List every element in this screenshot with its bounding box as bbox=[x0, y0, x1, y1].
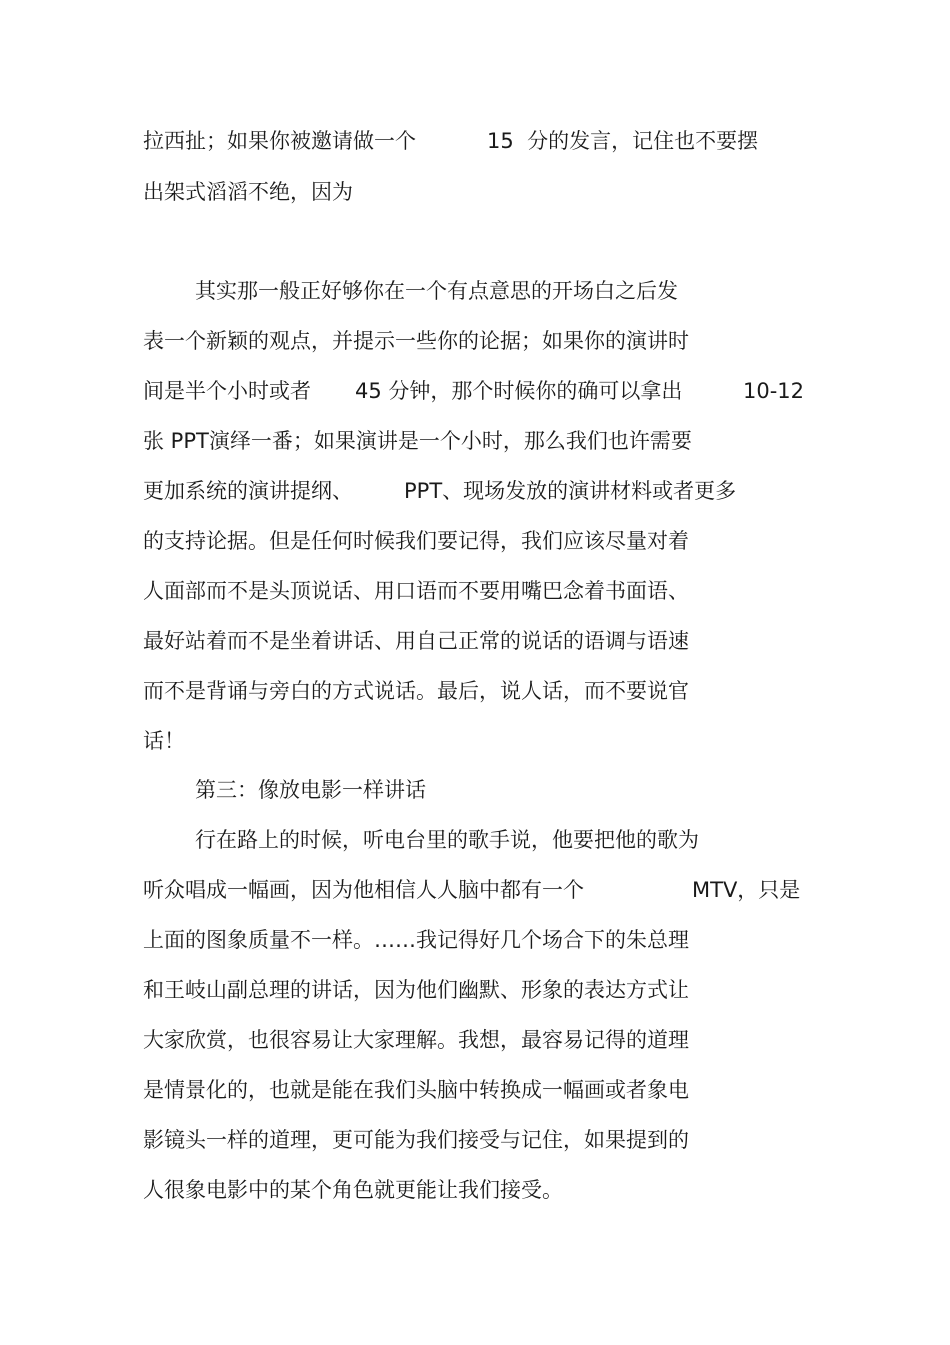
text-segment: 出架式滔滔不绝，因为 bbox=[143, 180, 353, 204]
text-line bbox=[0, 476, 950, 506]
text-segment: 的支持论据。但是任何时候我们要记得，我们应该尽量对着 bbox=[143, 529, 689, 553]
text-segment: 张 PPT演绎一番；如果演讲是一个小时，那么我们也许需要 bbox=[143, 429, 692, 453]
text-segment: 是情景化的，也就是能在我们头脑中转换成一幅画或者象电 bbox=[143, 1078, 689, 1102]
text-segment: 表一个新颖的观点，并提示一些你的论据；如果你的演讲时 bbox=[143, 329, 689, 353]
text-line bbox=[0, 676, 950, 706]
text-line bbox=[0, 1075, 950, 1105]
text-line bbox=[0, 875, 950, 905]
text-line bbox=[0, 975, 950, 1005]
text-segment: 上面的图象质量不一样。……我记得好几个场合下的朱总理 bbox=[143, 928, 689, 952]
text-line bbox=[0, 526, 950, 556]
text-line bbox=[0, 626, 950, 656]
text-segment: 10-12 bbox=[743, 379, 805, 403]
text-line bbox=[0, 177, 950, 207]
text-line bbox=[0, 426, 950, 456]
text-segment: 而不是背诵与旁白的方式说话。最后，说人话，而不要说官 bbox=[143, 679, 689, 703]
text-segment: 间是半个小时或者 bbox=[143, 379, 311, 403]
section-heading bbox=[0, 775, 950, 805]
text-line bbox=[0, 726, 950, 756]
text-segment: 行在路上的时候，听电台里的歌手说，他要把他的歌为 bbox=[195, 828, 699, 852]
text-segment: 拉西扯；如果你被邀请做一个 bbox=[143, 129, 416, 153]
text-line bbox=[0, 825, 950, 855]
text-segment: 和王岐山副总理的讲话，因为他们幽默、形象的表达方式让 bbox=[143, 978, 689, 1002]
section-heading-text: 第三：像放电影一样讲话 bbox=[195, 778, 426, 802]
text-line bbox=[0, 576, 950, 606]
text-line bbox=[0, 1125, 950, 1155]
text-line bbox=[0, 326, 950, 356]
text-segment: 其实那一般正好够你在一个有点意思的开场白之后发 bbox=[195, 279, 678, 303]
text-line bbox=[0, 1025, 950, 1055]
text-segment: 45 分钟，那个时候你的确可以拿出 bbox=[355, 379, 683, 403]
text-segment: 15 分的发言，记住也不要摆 bbox=[487, 129, 759, 153]
text-segment: 影镜头一样的道理，更可能为我们接受与记住，如果提到的 bbox=[143, 1128, 689, 1152]
text-segment: 更加系统的演讲提纲、 bbox=[143, 479, 353, 503]
text-line bbox=[0, 925, 950, 955]
text-segment: 最好站着而不是坐着讲话、用自己正常的说话的语调与语速 bbox=[143, 629, 689, 653]
text-line bbox=[0, 376, 950, 406]
text-segment: 话！ bbox=[143, 729, 185, 753]
text-segment: MTV，只是 bbox=[692, 878, 801, 902]
text-segment: PPT、现场发放的演讲材料或者更多 bbox=[404, 479, 737, 503]
text-segment: 大家欣赏，也很容易让大家理解。我想，最容易记得的道理 bbox=[143, 1028, 689, 1052]
text-segment: 听众唱成一幅画，因为他相信人人脑中都有一个 bbox=[143, 878, 584, 902]
text-segment: 人很象电影中的某个角色就更能让我们接受。 bbox=[143, 1178, 563, 1202]
text-line bbox=[0, 1175, 950, 1205]
text-line bbox=[0, 276, 950, 306]
text-line bbox=[0, 126, 950, 156]
text-segment: 人面部而不是头顶说话、用口语而不要用嘴巴念着书面语、 bbox=[143, 579, 689, 603]
